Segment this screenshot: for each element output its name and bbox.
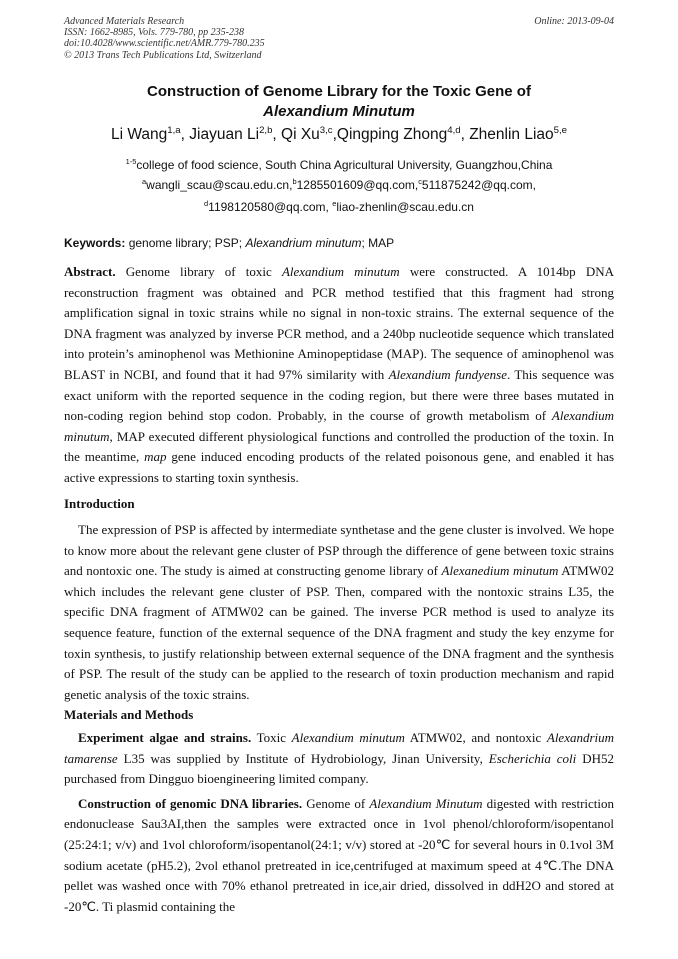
- abstract-gene: map: [144, 449, 167, 465]
- methods-text: L35 was supplied by Institute of Hydrobiology, Jinan University,: [123, 750, 483, 766]
- methods-text: DH52 purchased from Dingguo bioengineering limited company.: [64, 750, 615, 787]
- author-name: Zhenlin Liao: [469, 126, 554, 143]
- abstract-text: , MAP executed different physiological functions and controlled the production of the toxin. In the meantime,: [64, 428, 614, 465]
- methods-p2-label: Construction of genomic DNA libraries.: [78, 795, 303, 811]
- intro-species: Alexanedium minutum: [441, 563, 559, 579]
- abstract-label: Abstract.: [64, 264, 116, 279]
- keywords-label: Keywords:: [64, 236, 126, 250]
- abstract-species: Alexandium minutum: [64, 408, 614, 444]
- author-name: Li Wang: [111, 126, 168, 143]
- email-e: liao-zhenlin@scau.edu.cn: [336, 200, 474, 214]
- email-sup: b: [292, 177, 297, 186]
- online-date: Online: 2013-09-04: [534, 16, 614, 27]
- methods-species: Alexandrium tamarense: [64, 730, 615, 766]
- journal-name: Advanced Materials Research: [64, 16, 185, 27]
- author-name: Jiayuan Li: [189, 126, 260, 143]
- intro-text: The expression of PSP is affected by intermediate synthetase and the gene cluster is involved. We hope to know more about the relevant gene cluster of PSP through the difference of gene between toxic strains and nontoxic one. The study is aimed at constructing genome library of: [64, 522, 614, 579]
- affiliation: [0, 157, 678, 173]
- keywords-text-end: ; MAP: [361, 236, 395, 250]
- methods-body: [64, 728, 614, 917]
- email-b: 1285501609@qq.com,: [296, 178, 419, 192]
- email-d: 1198120580@qq.com,: [208, 200, 329, 214]
- author-name: Qingping Zhong: [336, 126, 448, 143]
- introduction-heading: Introduction: [64, 496, 135, 511]
- methods-species: Escherichia coli: [488, 750, 577, 766]
- affiliation-text: college of food science, South China Agricultural University, Guangzhou,China: [136, 158, 553, 172]
- email-line-2: [0, 199, 678, 215]
- methods-text: digested with restriction endonuclease Sau3AI,then the samples were extracted once in 1vol phenol/chloroform/isopentanol (25:24:1; v/v) and 1vol chloroform/isopentanol(24:1; v/v) stored at -20℃ for several hours in 0.1vol 3M sodium acetate (pH5.2), 2vol ethanol pretreated in ice,centrifuged at maximum speed at 4℃.The DNA pellet was washed once with 70% ethanol pretreated in ice,air dried, dissolved in ddH2O and stored at -20℃. Ti plasmid containing the: [64, 795, 615, 914]
- keywords: [64, 235, 616, 251]
- methods-species: Alexandium Minutum: [369, 795, 483, 811]
- author-sup: 2,b: [259, 124, 273, 136]
- email-c: 511875242@qq.com,: [421, 178, 536, 192]
- keywords-text: genome library; PSP;: [128, 236, 243, 250]
- methods-species: Alexandium minutum: [291, 730, 405, 745]
- intro-text: ATMW02 which includes the relevant gene cluster of PSP. Then, compared with the nontoxic strains L35, the specific DNA fragment of ATMW02 can be gained. The inverse PCR method is used to analyze its sequence feature, function of the external sequence of the DNA fragment and study the key enzyme for toxin synthesis, to justify relationship between external sequence of the DNA fragment and the synthesis of PSP. The result of the study can be applied to the research of toxin production mechanism and rapid genetic analysis of the toxic strains.: [64, 563, 614, 702]
- email-sup: a: [142, 177, 147, 186]
- paper-title: [0, 82, 678, 122]
- author-sup: 5,e: [553, 124, 567, 136]
- methods-text: ATMW02, and nontoxic: [409, 730, 542, 745]
- journal-header: [64, 16, 265, 61]
- introduction-body: [64, 520, 614, 705]
- affiliation-sup: 1-5: [125, 157, 137, 166]
- email-sup: e: [332, 199, 337, 208]
- keywords-species: Alexandrium minutum: [245, 236, 362, 250]
- author-name: Qi Xu: [281, 126, 320, 143]
- author-sup: 4,d: [447, 124, 461, 136]
- abstract-species: Alexandium fundyense: [388, 366, 507, 382]
- email-sup: c: [418, 177, 422, 186]
- methods-heading: Materials and Methods: [64, 707, 194, 722]
- abstract-species: Alexandium minutum: [281, 264, 400, 279]
- author-sup: 1,a: [167, 124, 181, 136]
- doi-line: doi:10.4028/www.scientific.net/AMR.779-780.235: [64, 38, 265, 50]
- author-sup: 3,c: [319, 124, 333, 136]
- email-sup: d: [204, 199, 209, 208]
- abstract-text: gene induced encoding products of the related poisonous gene, and enabled it has active expressions to starting toxin synthesis.: [64, 449, 615, 485]
- abstract-text: . This sequence was exact uniform with the reported sequence in the coding region, but there were three bases mutated in non-coding region behind stop codon. Probably, in the course of growth metabolism of: [64, 366, 615, 424]
- copyright-line: © 2013 Trans Tech Publications Ltd, Switzerland: [64, 49, 262, 61]
- author-list: Li Wang$^{1,a}$, Jiayuan Li$^{2,b}$, Qi Xu$^{3,c}$,Qingping Zhong$^{4,d}$, Zhenlin Liao$^{5,e}$: [111, 124, 567, 143]
- abstract-text: Genome library of toxic: [125, 264, 272, 279]
- email-a: wangli_scau@scau.edu.cn,: [146, 178, 293, 192]
- title-line-2: Alexandium Minutum: [263, 103, 415, 120]
- abstract: [64, 262, 614, 489]
- methods-p1-label: Experiment algae and strains.: [78, 730, 252, 745]
- email-line-1: [0, 177, 678, 193]
- title-line-1: Construction of Genome Library for the Toxic Gene of: [147, 83, 531, 100]
- issn-line: ISSN: 1662-8985, Vols. 779-780, pp 235-238: [64, 27, 244, 39]
- methods-text: Toxic: [256, 730, 287, 745]
- abstract-text: were constructed. A 1014bp DNA reconstruction fragment was obtained and PCR method testified that this fragment had strong amplification signal in toxic strains while no signal in non-toxic strains. The external sequence of the DNA fragment was analyzed by inverse PCR method, and a 240bp nucleotide sequence which translated into protein’s aminophenol was Methionine Aminopeptidase (MAP). The sequence of aminophenol was BLAST in NCBI, and found that it had 97% similarity with: [64, 264, 615, 382]
- methods-text: Genome of: [306, 795, 366, 811]
